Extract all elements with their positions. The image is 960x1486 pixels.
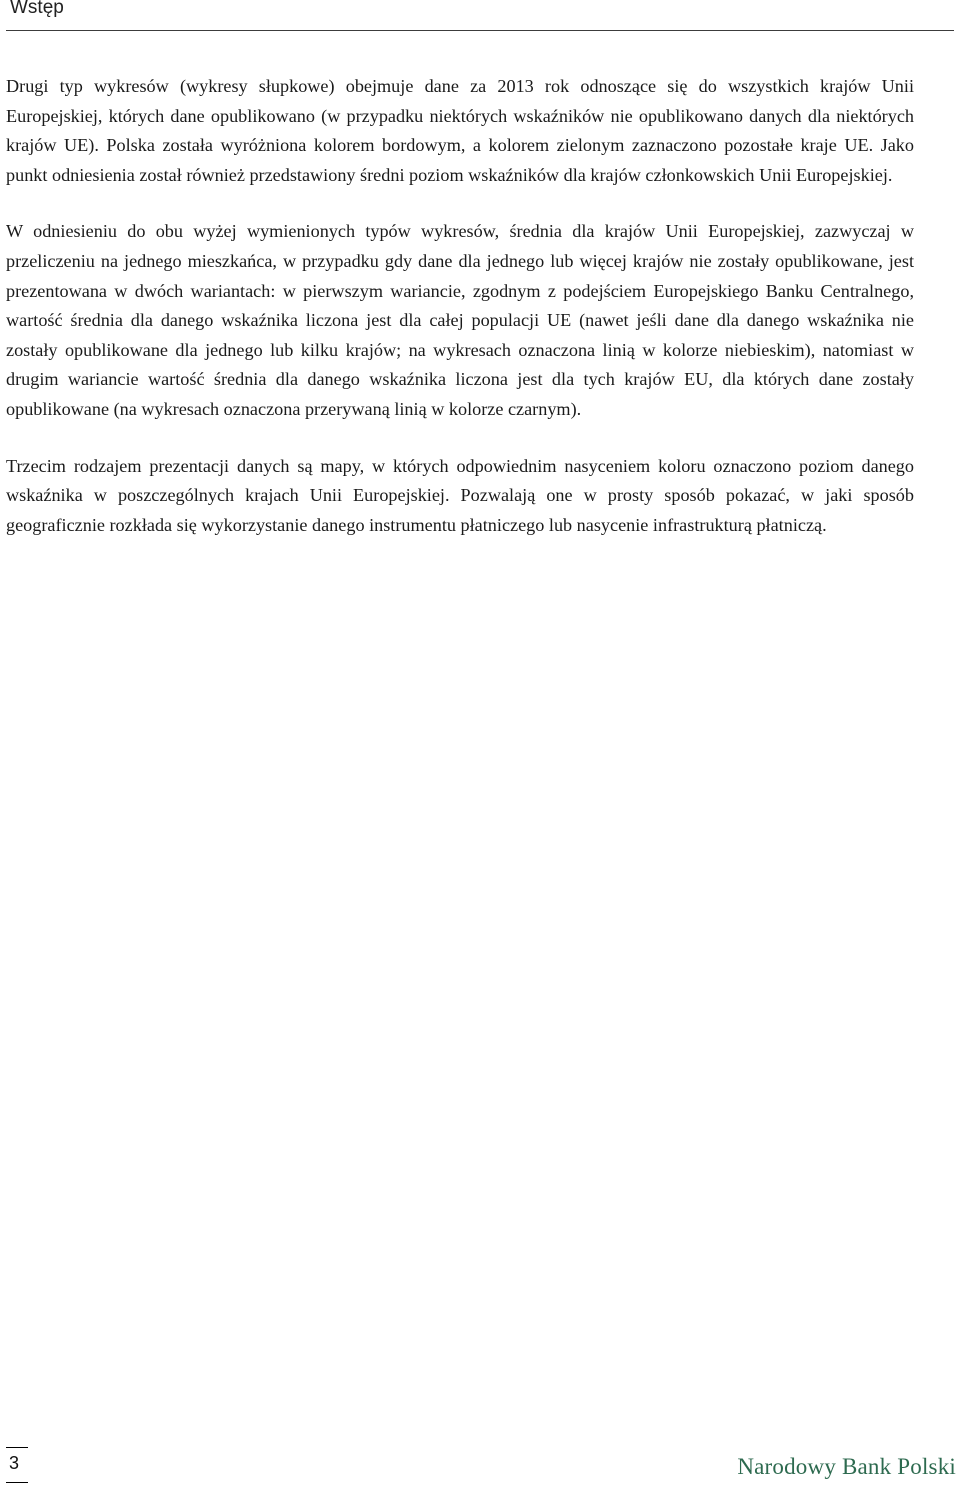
page-header <box>0 0 960 31</box>
document-body <box>6 72 914 567</box>
paragraph-bar-charts: Drugi typ wykresów (wykresy słupkowe) obejmuje dane za 2013 rok odnoszące się do wszystkich krajów Unii Europejskiej, których dane opublikowano (w przypadku niektórych wskaźników nie opublikowano danych dla niektórych krajów UE). Polska została wyróżniona kolorem bordowym, a kolorem zielonym zaznaczono pozostałe kraje UE. Jako punkt odniesienia został również przedstawiony średni poziom wskaźników dla krajów członkowskich Unii Europejskiej. <box>6 76 914 185</box>
page-footer <box>0 1440 960 1486</box>
header-divider <box>6 30 954 31</box>
brand-name: Narodowy Bank Polski <box>737 1454 956 1479</box>
page-number: 3 <box>9 1453 20 1473</box>
page-number-box <box>6 1447 28 1483</box>
paragraph-maps: Trzecim rodzajem prezentacji danych są mapy, w których odpowiednim nasyceniem koloru oznaczono poziom danego wskaźnika w poszczególnych krajach Unii Europejskiej. Pozwalają one w prosty sposób pokazać, w jaki sposób geograficznie rozkłada się wykorzystanie danego instrumentu płatniczego lub nasycenie infrastrukturą płatniczą. <box>6 455 914 535</box>
section-title: Wstęp <box>10 0 64 18</box>
paragraph-eu-average: W odniesieniu do obu wyżej wymienionych typów wykresów, średnia dla krajów Unii Europejskiej, zazwyczaj w przeliczeniu na jednego mieszkańca, w przypadku gdy dane dla jednego lub więcej krajów nie zostały opublikowane, jest prezentowana w dwóch wariantach: w pierwszym wariancie, zgodnym z podejściem Europejskiego Banku Centralnego, wartość średnia dla danego wskaźnika liczona jest dla całej populacji UE (nawet jeśli dane dla danego wskaźnika nie zostały opublikowane dla jednego lub kilku krajów; na wykresach oznaczona linią w kolorze niebieskim), natomiast w drugim wariancie wartość średnia dla danego wskaźnika liczona jest dla tych krajów EU, dla których dane zostały opublikowane (na wykresach oznaczona przerywaną linią w kolorze czarnym). <box>6 221 914 419</box>
